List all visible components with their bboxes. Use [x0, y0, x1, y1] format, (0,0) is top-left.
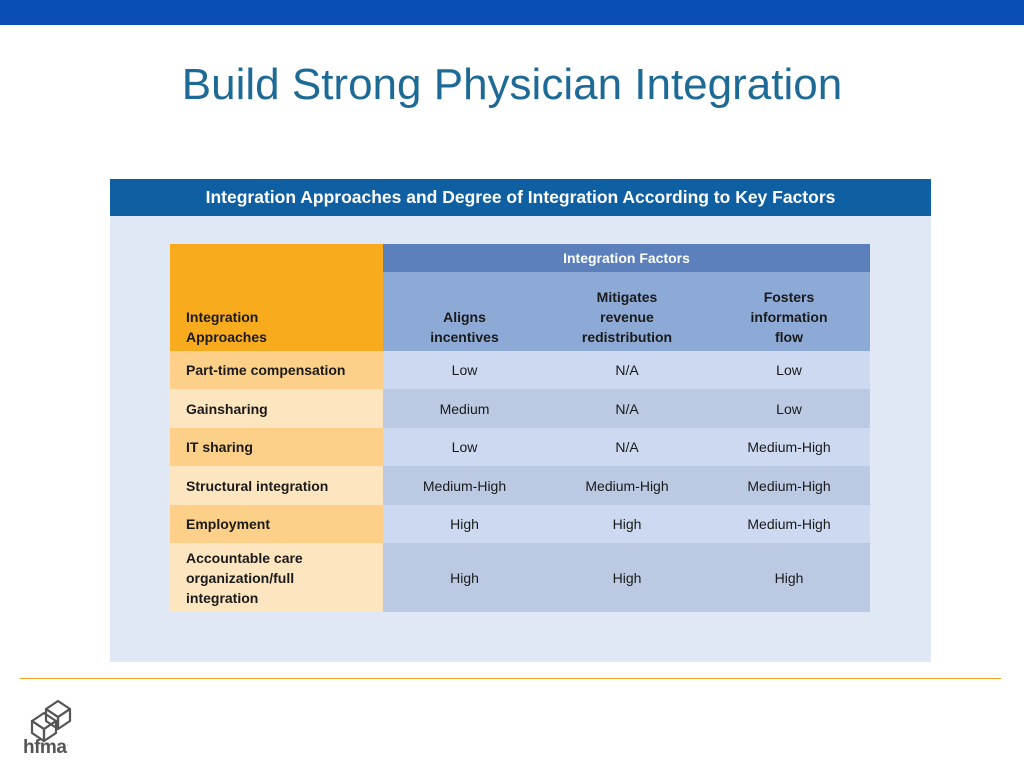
table-cell: N/A [546, 389, 708, 428]
figure-panel [110, 179, 931, 662]
corner-header [170, 244, 383, 351]
table-cell: Medium-High [383, 466, 546, 505]
integration-table [170, 244, 870, 612]
corner-label: Integration Approaches [186, 309, 267, 345]
table-cell: High [383, 505, 546, 543]
table-row [170, 428, 870, 466]
table-cell: Medium-High [708, 505, 870, 543]
row-label: Gainsharing [170, 389, 383, 428]
table-cell: N/A [546, 351, 708, 389]
table-cell: High [383, 543, 546, 612]
table-cell: Low [708, 389, 870, 428]
column-header-line: redistribution [581, 329, 673, 345]
row-label: Part-time compensation [170, 351, 383, 389]
table-cell: Low [708, 351, 870, 389]
slide-title: Build Strong Physician Integration [181, 60, 843, 109]
integration-factors-header: Integration Factors [383, 244, 870, 272]
logo-text: hfma [23, 737, 67, 758]
table-row [170, 351, 870, 389]
column-header-line: Aligns [443, 309, 486, 325]
row-label: IT sharing [170, 428, 383, 466]
table-cell: Medium-High [546, 466, 708, 505]
table-cell: High [546, 543, 708, 612]
column-header-line: Fosters [763, 289, 815, 305]
table-row [170, 505, 870, 543]
row-label [170, 543, 383, 612]
table-row [170, 466, 870, 505]
table-cell: Low [383, 351, 546, 389]
table-cell: High [708, 543, 870, 612]
column-header-aligns-incentives [383, 272, 546, 351]
figure-header: Integration Approaches and Degree of Integration According to Key Factors [110, 179, 931, 216]
column-header-line: flow [775, 329, 803, 345]
column-header-line: Mitigates [596, 289, 658, 305]
logo-wordmark: hfma. [23, 737, 68, 758]
column-header-mitigates-revenue [546, 272, 708, 351]
table-cell: Medium-High [708, 466, 870, 505]
top-accent-bar [0, 0, 1024, 25]
footer-divider [20, 678, 1001, 679]
table-row [170, 389, 870, 428]
row-label: Structural integration [170, 466, 383, 505]
column-header-fosters-information [708, 272, 870, 351]
row-label-text: Accountable care organization/full integration [186, 549, 303, 606]
table-row [170, 543, 870, 612]
table-cell: Medium-High [708, 428, 870, 466]
table-cell: N/A [546, 428, 708, 466]
column-header-line: incentives [430, 329, 499, 345]
table-cell: Low [383, 428, 546, 466]
column-header-line: information [750, 309, 828, 325]
row-label: Employment [170, 505, 383, 543]
column-header-line: revenue [600, 309, 654, 325]
table-cell: High [546, 505, 708, 543]
table-cell: Medium [383, 389, 546, 428]
